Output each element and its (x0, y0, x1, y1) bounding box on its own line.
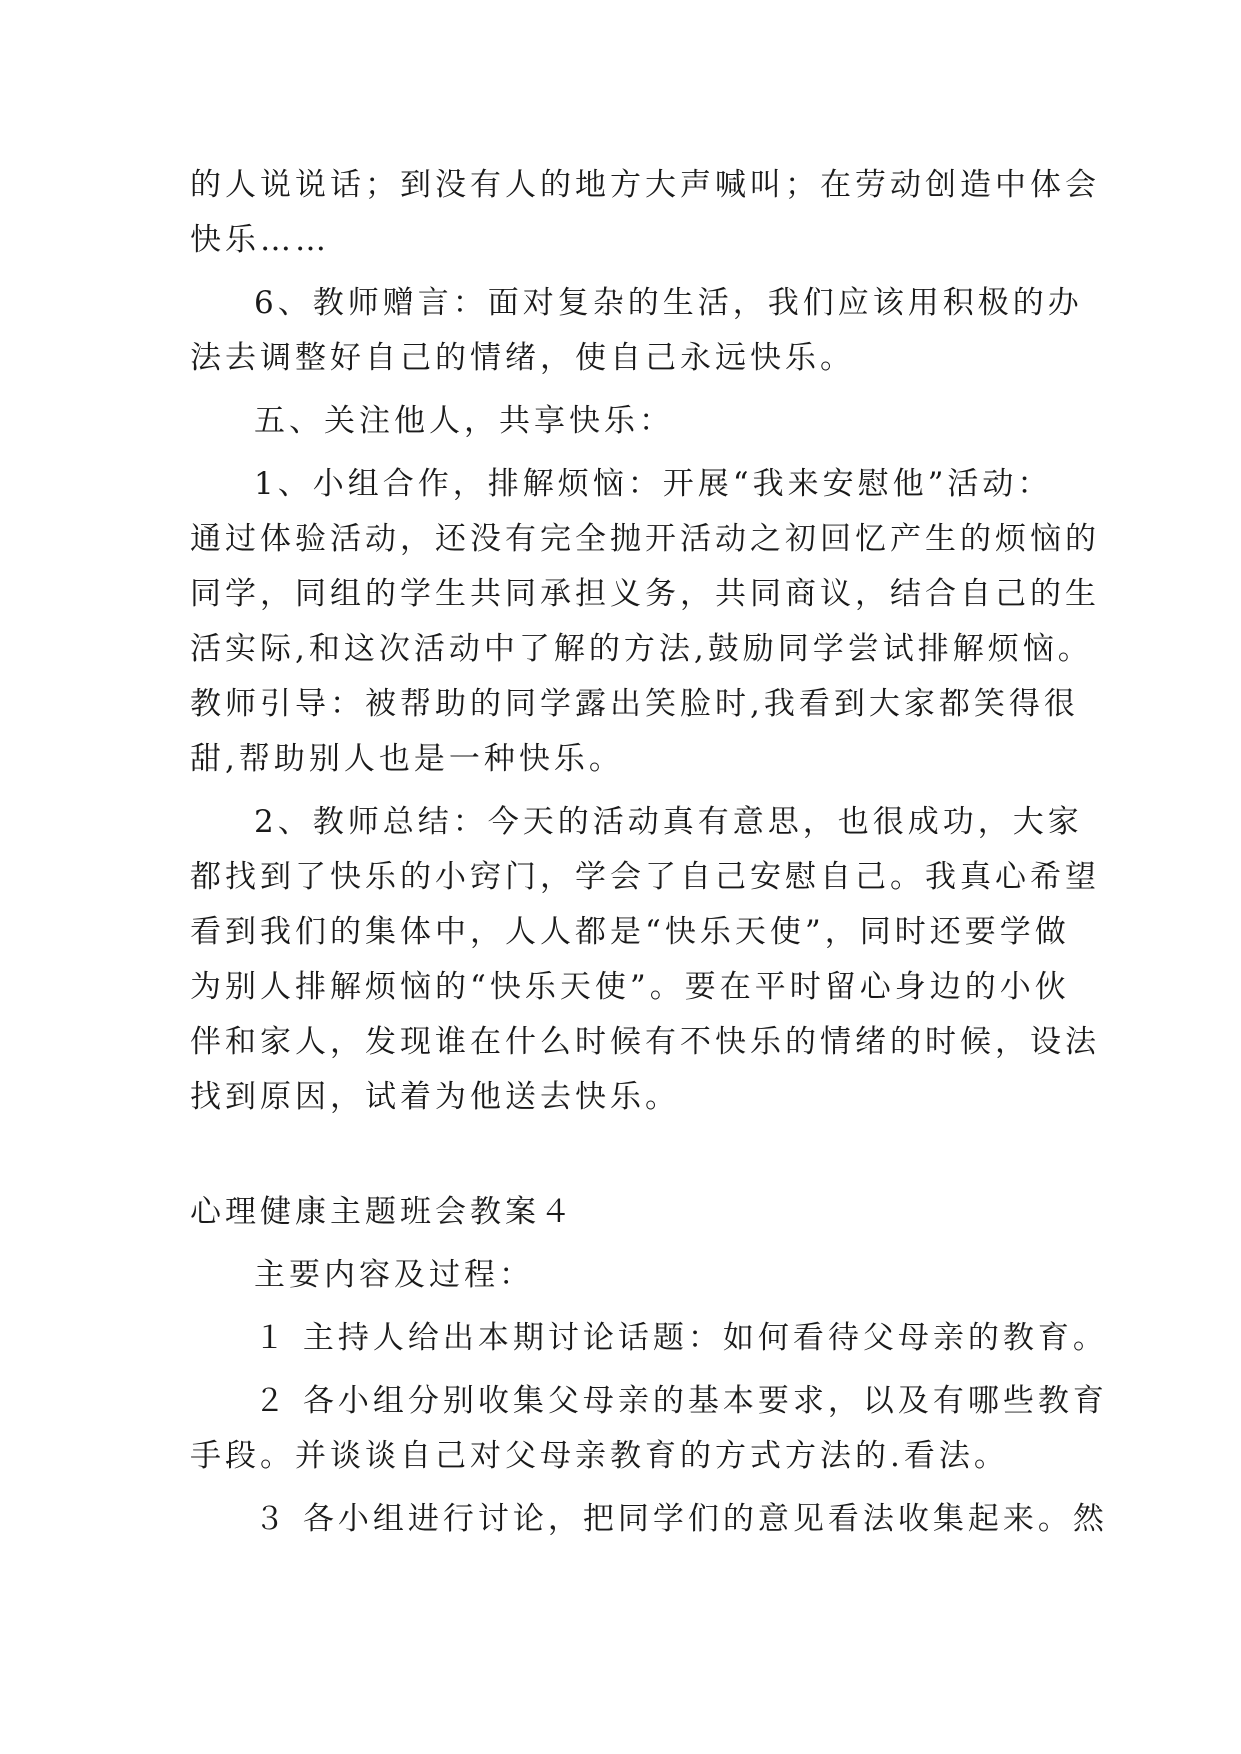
text-line: 教师引导：被帮助的同学露出笑脸时,我看到大家都笑得很 (190, 686, 1079, 722)
text-line: 通过体验活动，还没有完全抛开活动之初回忆产生的烦恼的 (190, 521, 1100, 557)
section-heading-five (190, 394, 1070, 449)
paragraph-teacher-message (190, 276, 1083, 386)
list-item-text: ３ 各小组进行讨论，把同学们的意见看法收集起来。然 (254, 1501, 1108, 1537)
text-line: 快乐…… (190, 222, 330, 258)
list-item-1 (190, 1311, 1108, 1366)
section-title: 心理健康主题班会教案４ (190, 1194, 575, 1230)
list-item-text: １ 主持人给出本期讨论话题：如何看待父母亲的教育。 (254, 1320, 1108, 1356)
list-item-2 (190, 1374, 1108, 1484)
text-line: 伴和家人，发现谁在什么时候有不快乐的情绪的时候，设法 (190, 1024, 1100, 1060)
text-line: 都找到了快乐的小窍门，学会了自己安慰自己。我真心希望 (190, 859, 1100, 895)
subheading-block (190, 1248, 1070, 1303)
text-line: 为别人排解烦恼的“快乐天使”。要在平时留心身边的小伙 (190, 969, 1070, 1005)
text-line: 6、教师赠言：面对复杂的生活，我们应该用积极的办 (254, 285, 1083, 321)
list-item-3 (190, 1492, 1108, 1547)
section-heading: 五、关注他人，共享快乐： (254, 403, 674, 439)
document-body (190, 158, 1108, 1547)
text-line: 甜,帮助别人也是一种快乐。 (190, 741, 624, 777)
list-item-text: 手段。并谈谈自己对父母亲教育的方式方法的.看法。 (190, 1438, 1009, 1474)
list-item-text: ２ 各小组分别收集父母亲的基本要求，以及有哪些教育 (254, 1383, 1108, 1419)
text-line: 1、小组合作，排解烦恼：开展“我来安慰他”活动： (254, 466, 1053, 502)
text-line: 找到原因，试着为他送去快乐。 (190, 1079, 680, 1115)
text-line: 同学，同组的学生共同承担义务，共同商议，结合自己的生 (190, 576, 1100, 612)
paragraph-group-cooperation (190, 457, 1100, 787)
paragraph-teacher-summary (190, 795, 1100, 1125)
subheading: 主要内容及过程： (254, 1257, 534, 1293)
text-line: 的人说说话；到没有人的地方大声喊叫；在劳动创造中体会 (190, 167, 1100, 203)
text-line: 法去调整好自己的情绪，使自己永远快乐。 (190, 340, 855, 376)
text-line: 2、教师总结：今天的活动真有意思，也很成功，大家 (254, 804, 1083, 840)
text-line: 看到我们的集体中，人人都是“快乐天使”，同时还要学做 (190, 914, 1070, 950)
text-line: 活实际,和这次活动中了解的方法,鼓励同学尝试排解烦恼。 (190, 631, 1093, 667)
section-title-block (190, 1185, 1070, 1240)
paragraph-continued (190, 158, 1100, 268)
